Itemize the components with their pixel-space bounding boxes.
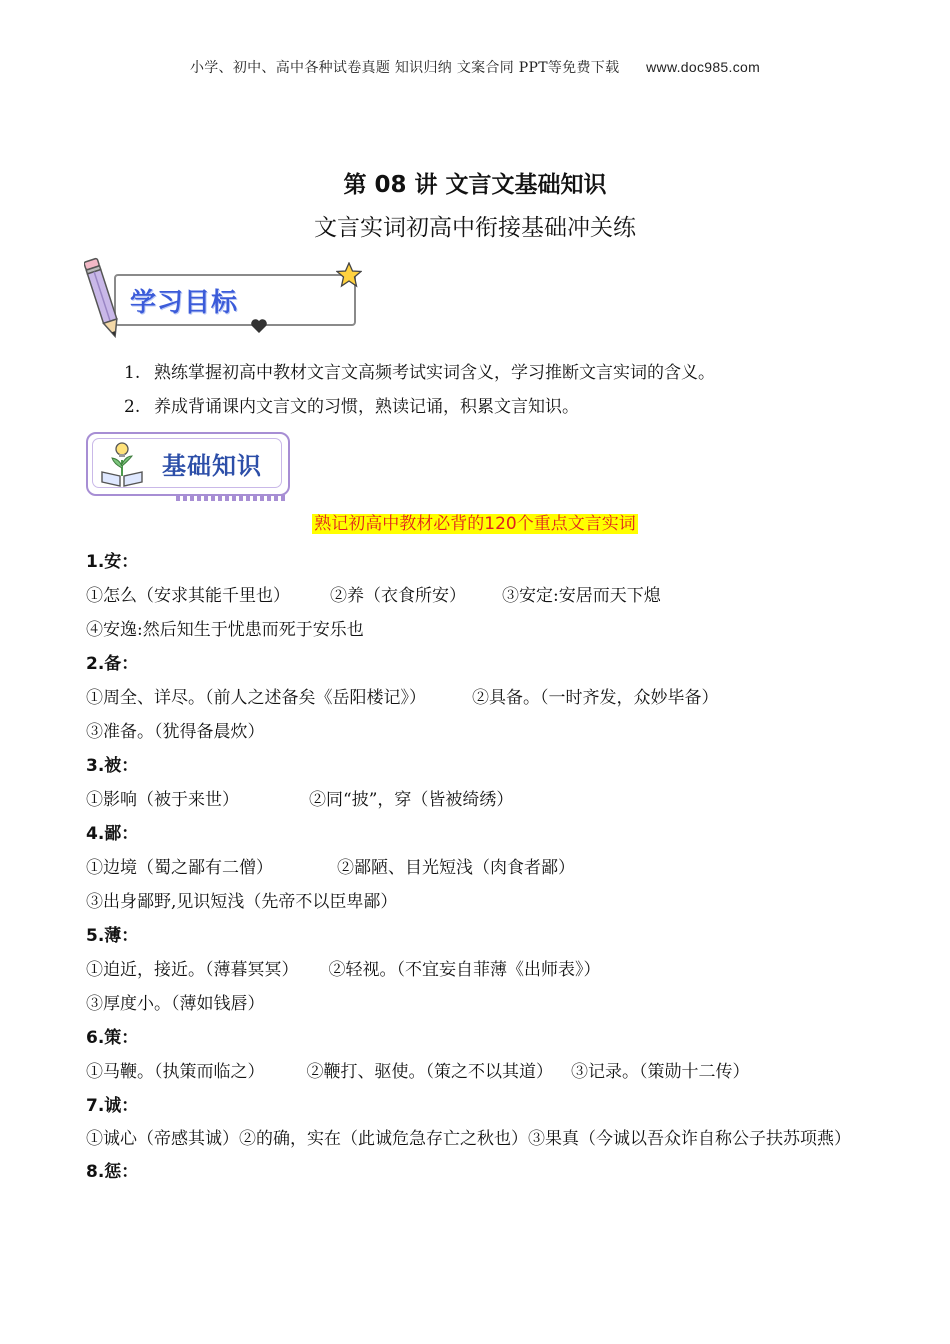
- word-sense: ②鄙陋、目光短浅（肉食者鄙）: [337, 858, 575, 878]
- heart-icon: [250, 318, 268, 334]
- banner-site[interactable]: www.doc985.com: [646, 59, 761, 75]
- word-sense: ①影响（被于来世）: [86, 790, 239, 810]
- word-sense: ②轻视。（不宜妄自菲薄《出师表》）: [328, 960, 601, 980]
- entry-line: [86, 851, 886, 885]
- highlight-heading: [0, 509, 950, 534]
- goal-number: 2.: [124, 397, 141, 417]
- entry-line: [86, 681, 886, 715]
- page-subtitle: 文言实词初高中衔接基础冲关练: [314, 215, 636, 241]
- entry-line: [86, 885, 886, 919]
- pencil-icon: [84, 254, 124, 344]
- top-banner: [0, 57, 950, 77]
- word-sense: ②具备。（一时齐发，众妙毕备）: [472, 688, 719, 708]
- entry-line: ①诚心（帝感其诚）②的确，实在（此诚危急存亡之秋也）③果真（今诚以吾众诈自称公子扶苏项燕）: [86, 1129, 851, 1149]
- banner-text: 小学、初中、高中各种试卷真题 知识归纳 文案合同 PPT等免费下载: [189, 60, 620, 76]
- goals-badge-label: 学习目标: [130, 288, 239, 318]
- word-sense: ①边境（蜀之鄙有二僧）: [86, 858, 273, 878]
- word-sense: ①怎么（安求其能千里也）: [86, 586, 290, 606]
- section-basics-badge: [86, 432, 290, 498]
- entry-heading: 2.备：: [86, 654, 139, 674]
- word-sense: ③记录。（策勋十二传）: [571, 1062, 750, 1082]
- entry-line: [86, 613, 886, 647]
- entry-heading: 4.鄙：: [86, 824, 139, 844]
- basics-badge-label: 基础知识: [162, 452, 262, 480]
- lightbulb-book-icon: [96, 438, 148, 490]
- entry-line: [86, 953, 886, 987]
- goal-number: 1.: [124, 363, 141, 383]
- word-sense: ①周全、详尽。（前人之述备矣《岳阳楼记》）: [86, 688, 426, 708]
- page-title: 第 08 讲 文言文基础知识: [343, 172, 607, 198]
- entry-line: [86, 1055, 886, 1089]
- word-sense: ④安逸:然后知生于忧患而死于安乐也: [86, 620, 364, 640]
- entry-heading: 5.薄：: [86, 926, 139, 946]
- word-sense: ③准备。（犹得备晨炊）: [86, 722, 265, 742]
- goals-list: [124, 356, 715, 424]
- entry-line: [86, 987, 886, 1021]
- entry-heading: 1.安：: [86, 552, 139, 572]
- word-sense: ③厚度小。（薄如钱唇）: [86, 994, 265, 1014]
- entries-list: [86, 545, 886, 1189]
- goal-item: [124, 390, 715, 424]
- star-icon: [336, 262, 362, 288]
- word-sense: ②养（衣食所安）: [330, 586, 466, 606]
- highlight-heading-text: 熟记初高中教材必背的120个重点文言实词: [314, 514, 636, 534]
- word-sense: ③安定:安居而天下熄: [502, 586, 661, 606]
- section-goals-badge: [84, 254, 284, 342]
- word-sense: ①迫近，接近。（薄暮冥冥）: [86, 960, 299, 980]
- entry-line: [86, 579, 886, 613]
- goal-text: 熟练掌握初高中教材文言文高频考试实词含义，学习推断文言实词的含义。: [154, 363, 715, 383]
- goal-item: [124, 356, 715, 390]
- entry-heading: 6.策：: [86, 1028, 139, 1048]
- entry-line: [86, 715, 886, 749]
- entry-line: [86, 783, 886, 817]
- entry-heading: 3.被：: [86, 756, 139, 776]
- entry-heading: 7.诚：: [86, 1096, 139, 1116]
- basics-badge-bar: [176, 495, 286, 501]
- goal-text: 养成背诵课内文言文的习惯，熟读记诵，积累文言知识。: [154, 397, 579, 417]
- word-sense: ③出身鄙野,见识短浅（先帝不以臣卑鄙）: [86, 892, 398, 912]
- word-sense: ②鞭打、驱使。（策之不以其道）: [306, 1062, 553, 1082]
- entry-heading: 8.惩：: [86, 1162, 139, 1182]
- word-sense: ②同“披”，穿（皆被绮绣）: [309, 790, 514, 810]
- word-sense: ①马鞭。（执策而临之）: [86, 1062, 265, 1082]
